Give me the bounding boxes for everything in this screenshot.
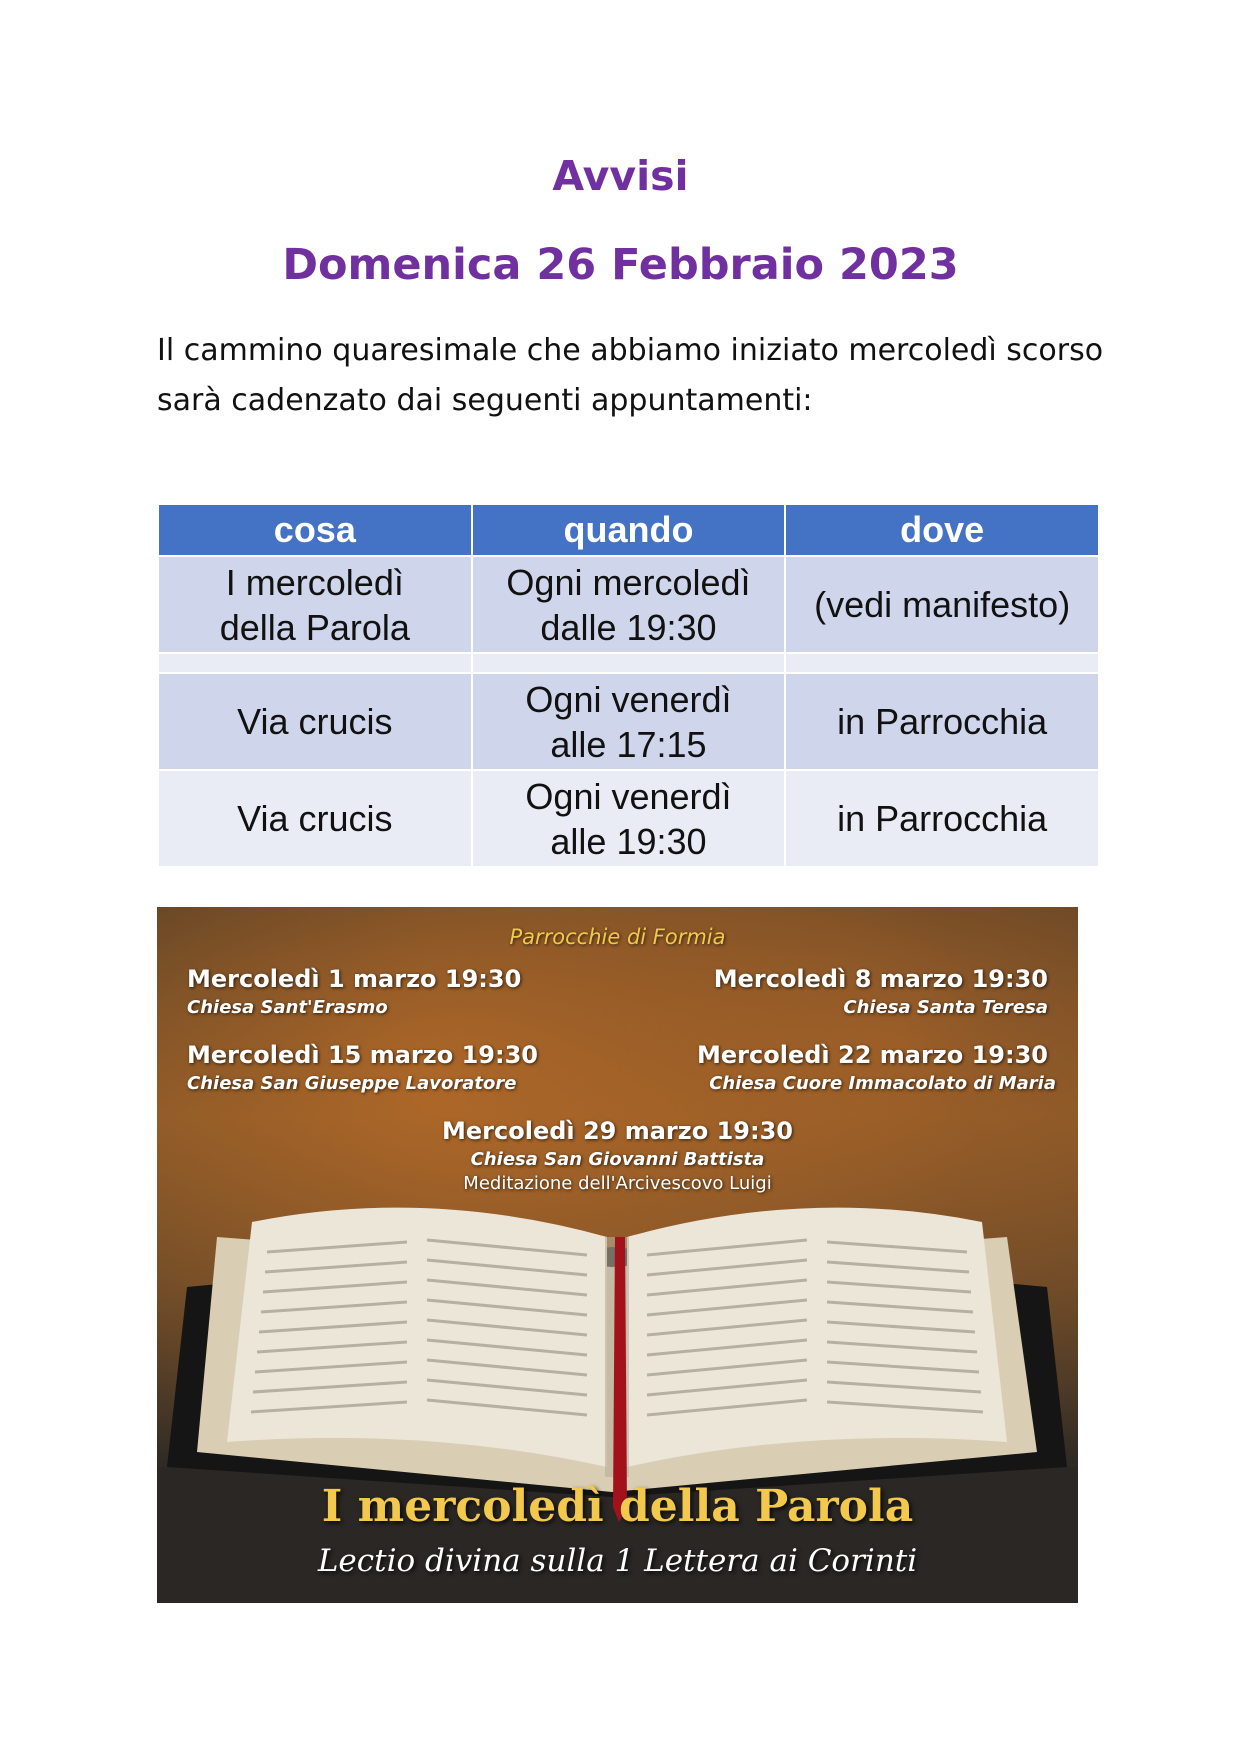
table-row <box>158 556 1099 653</box>
spacer-cell <box>785 653 1099 673</box>
table-row <box>158 770 1099 866</box>
cell-quando-line-1: Ogni mercoledì <box>506 561 751 603</box>
event-poster <box>157 907 1078 1603</box>
cell-cosa <box>158 556 472 653</box>
cell-quando <box>472 673 786 770</box>
cell-cosa-line-2: della Parola <box>219 606 410 648</box>
event-1-church: Chiesa Sant'Erasmo <box>187 997 388 1018</box>
event-2-church: Chiesa Santa Teresa <box>843 997 1048 1018</box>
intro-paragraph <box>157 326 1117 426</box>
cell-dove: in Parrocchia <box>785 770 1099 866</box>
table-row <box>158 673 1099 770</box>
cell-quando-line-2: dalle 19:30 <box>540 606 717 648</box>
event-3-church: Chiesa San Giuseppe Lavoratore <box>187 1073 517 1094</box>
table-spacer-row <box>158 653 1099 673</box>
spacer-cell <box>472 653 786 673</box>
intro-line-1: Il cammino quaresimale che abbiamo iniziato mercoledì scorso <box>157 333 1104 368</box>
header-dove: dove <box>785 504 1099 556</box>
cell-quando-line-2: alle 19:30 <box>550 820 707 862</box>
event-4-date: Mercoledì 22 marzo 19:30 <box>697 1041 1048 1069</box>
event-4-church: Chiesa Cuore Immacolato di Maria <box>709 1073 1056 1094</box>
cell-quando-line-1: Ogni venerdì <box>525 678 732 720</box>
cell-cosa: Via crucis <box>158 770 472 866</box>
header-quando: quando <box>472 504 786 556</box>
event-2-date: Mercoledì 8 marzo 19:30 <box>713 965 1048 993</box>
cell-quando-line-1: Ogni venerdì <box>525 775 732 817</box>
poster-title: I mercoledì della Parola <box>321 1481 914 1532</box>
cell-quando-line-2: alle 17:15 <box>550 723 707 765</box>
poster-subtitle: Lectio divina sulla 1 Lettera ai Corinti <box>317 1543 918 1579</box>
cell-dove: in Parrocchia <box>785 673 1099 770</box>
schedule-table <box>157 503 1100 866</box>
intro-line-2: sarà cadenzato dai seguenti appuntamenti: <box>157 383 813 418</box>
event-3-date: Mercoledì 15 marzo 19:30 <box>187 1041 538 1069</box>
event-1-date: Mercoledì 1 marzo 19:30 <box>187 965 522 993</box>
cell-quando <box>472 556 786 653</box>
event-5-church: Chiesa San Giovanni Battista <box>470 1149 765 1170</box>
table-header-row <box>158 504 1099 556</box>
event-5-note: Meditazione dell'Arcivescovo Luigi <box>463 1173 772 1194</box>
page-title: Avvisi <box>552 152 689 200</box>
event-5-date: Mercoledì 29 marzo 19:30 <box>442 1117 793 1145</box>
header-cosa: cosa <box>158 504 472 556</box>
cell-cosa: Via crucis <box>158 673 472 770</box>
cell-dove: (vedi manifesto) <box>785 556 1099 653</box>
cell-quando <box>472 770 786 866</box>
spacer-cell <box>158 653 472 673</box>
cell-cosa-line-1: I mercoledì <box>225 561 404 603</box>
page-date: Domenica 26 Febbraio 2023 <box>282 240 959 290</box>
poster-heading: Parrocchie di Formia <box>509 925 726 949</box>
